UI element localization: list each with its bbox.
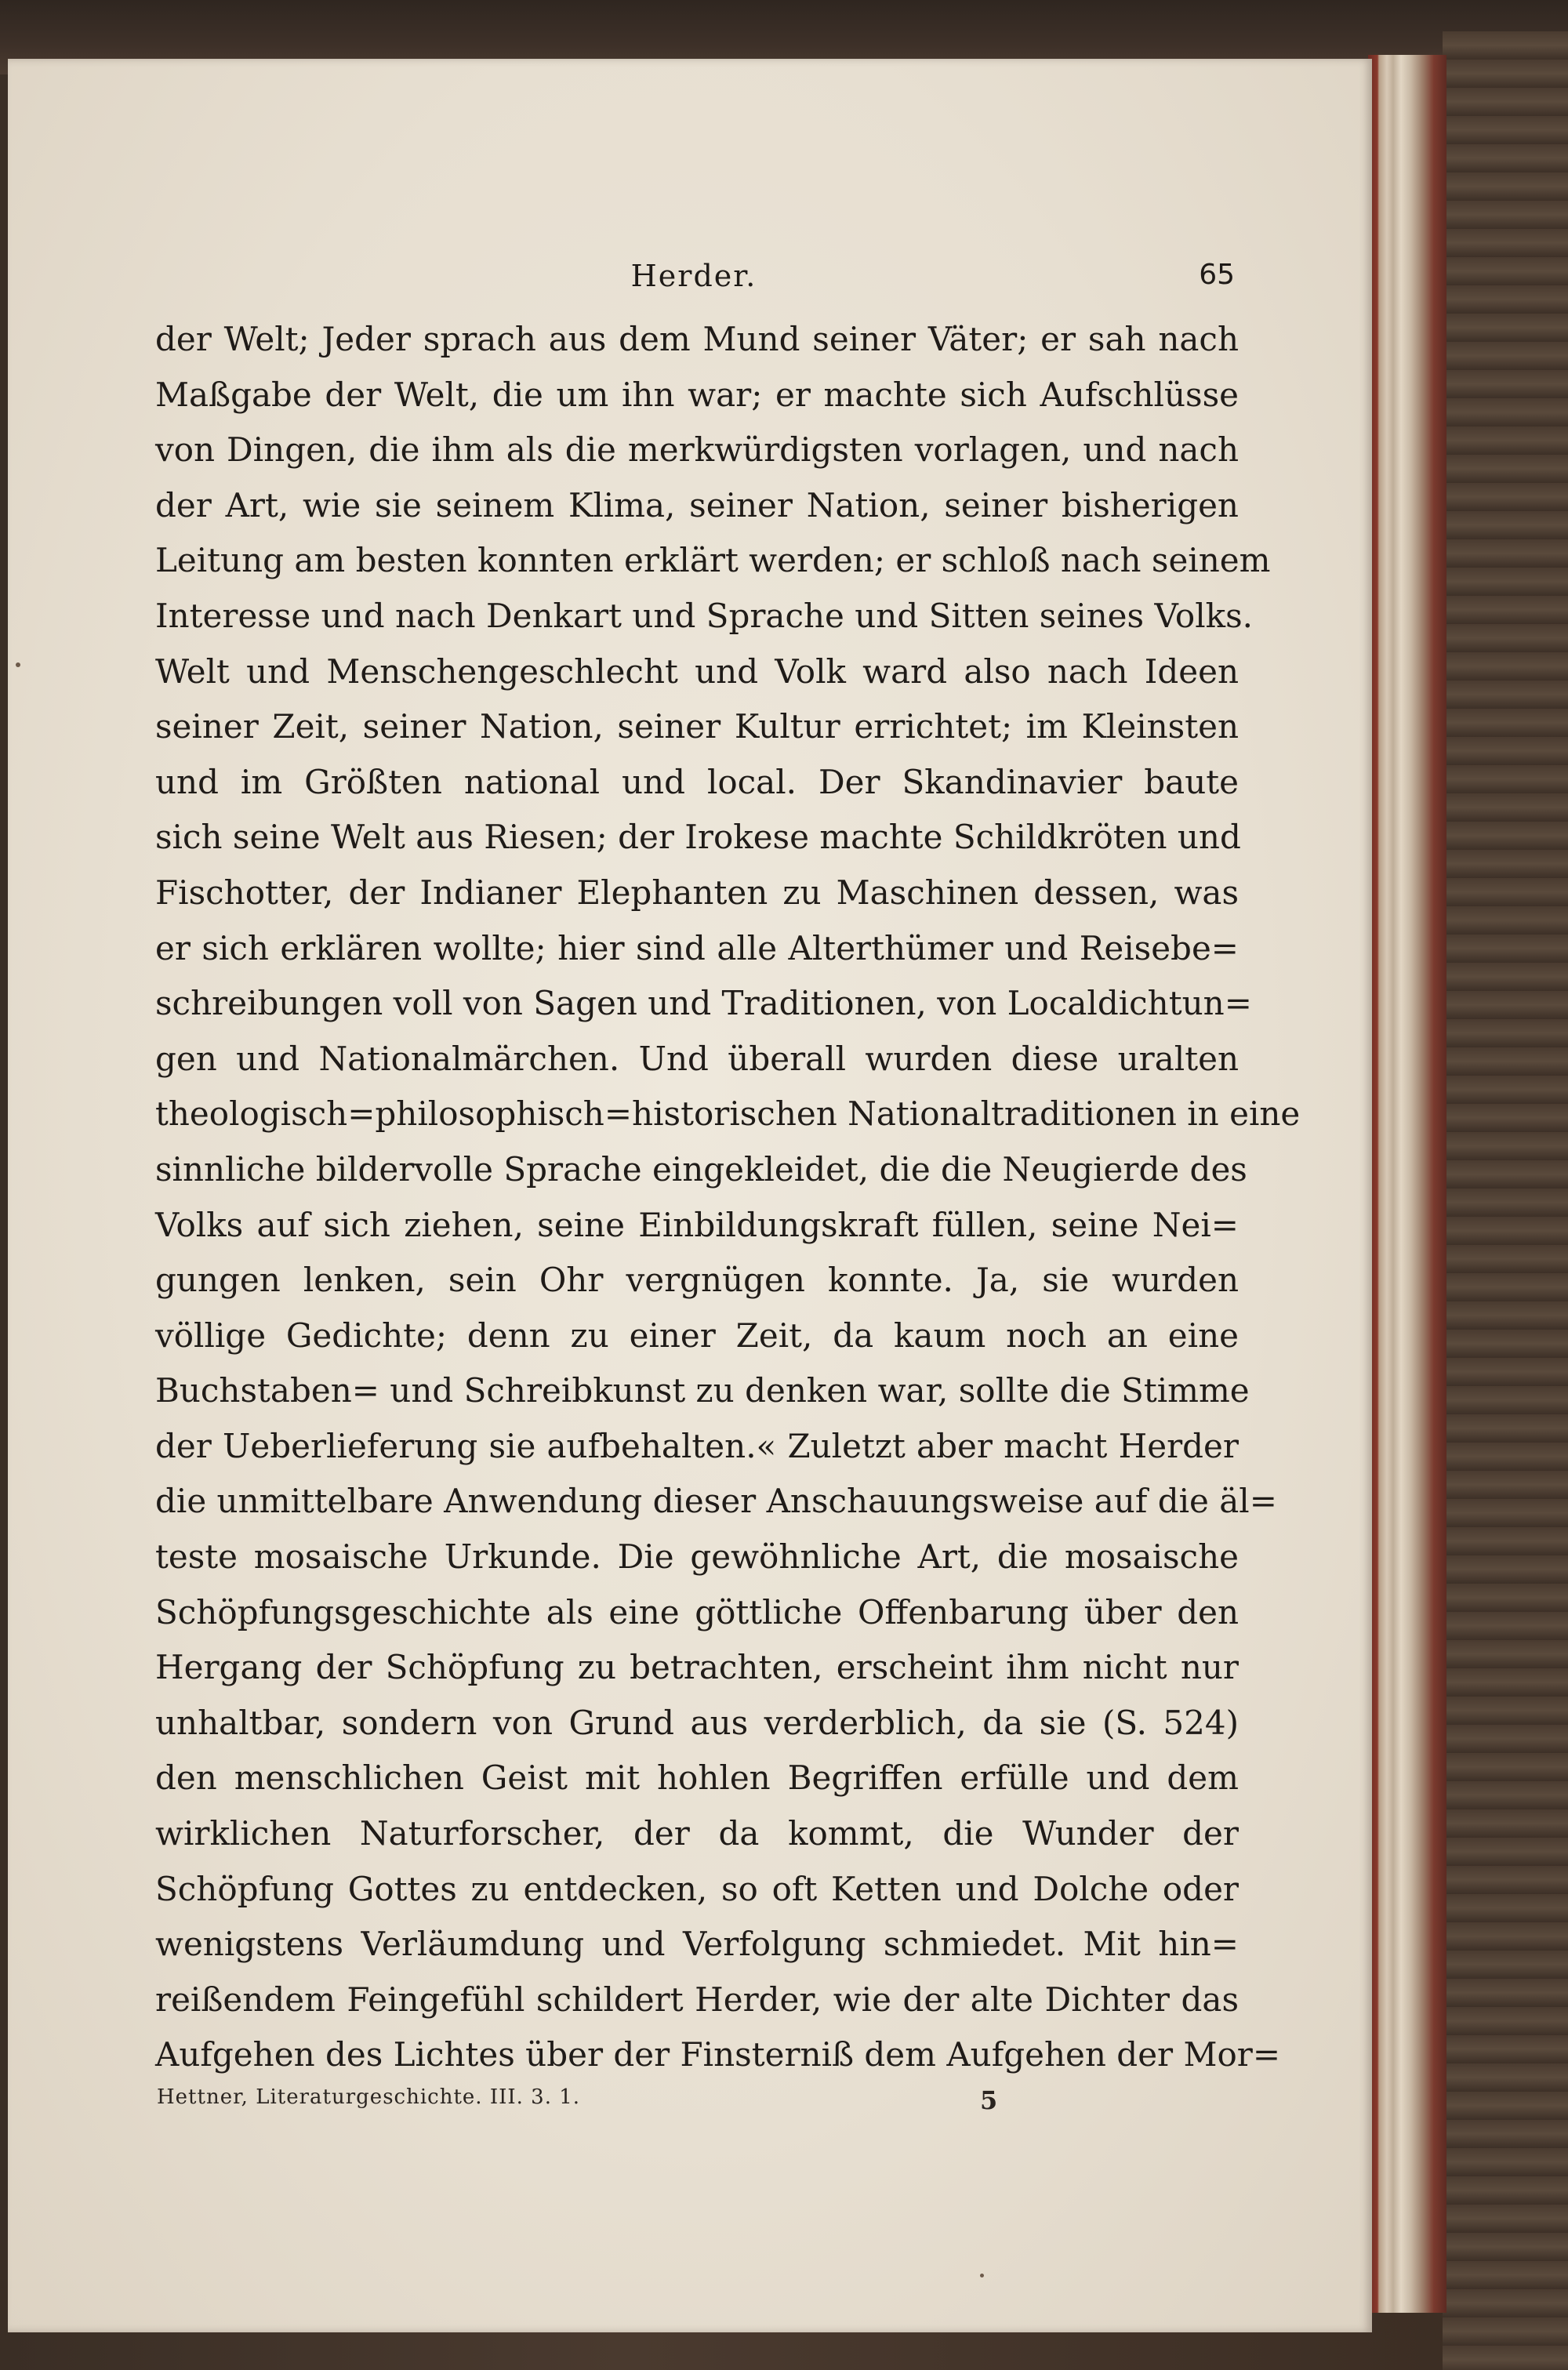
- text-line: von Dingen, die ihm als die merkwürdigsten vorlagen, und nach: [155, 430, 1239, 470]
- text-line: unhaltbar, sondern von Grund aus verderblich, da sie (S. 524): [155, 1703, 1239, 1742]
- text-line: sich seine Welt aus Riesen; der Irokese machte Schildkröten und: [155, 818, 1241, 857]
- signature-mark: 5: [980, 2085, 998, 2115]
- text-line: Volks auf sich ziehen, seine Einbildungskraft füllen, seine Nei=: [155, 1205, 1239, 1244]
- text-line: völlige Gedichte; denn zu einer Zeit, da kaum noch an eine: [155, 1316, 1239, 1355]
- text-line: und im Größten national und local. Der Skandinavier baute: [155, 762, 1239, 801]
- text-line: Interesse und nach Denkart und Sprache und Sitten seines Volks.: [155, 596, 1253, 635]
- paper-speck: [980, 2274, 984, 2277]
- text-line: reißendem Feingefühl schildert Herder, wie der alte Dichter das: [155, 1980, 1239, 2019]
- page-footer: [157, 2085, 1004, 2117]
- text-line: theologisch=philosophisch=historischen Nationaltraditionen in eine: [155, 1094, 1301, 1134]
- text-line: schreibungen voll von Sagen und Traditionen, von Localdichtun=: [155, 984, 1252, 1023]
- text-line: Schöpfung Gottes zu entdecken, so oft Ketten und Dolche oder: [155, 1869, 1239, 1908]
- text-line: Schöpfungsgeschichte als eine göttliche Offenbarung über den: [155, 1592, 1239, 1631]
- paper-speck: [16, 662, 20, 667]
- footer-note: Hettner, Literaturgeschichte. III. 3. 1.: [157, 2085, 581, 2109]
- text-line: der Welt; Jeder sprach aus dem Mund seiner Väter; er sah nach: [155, 320, 1239, 358]
- text-line: die unmittelbare Anwendung dieser Anschauungsweise auf die äl=: [155, 1482, 1277, 1521]
- text-line: Fischotter, der Indianer Elephanten zu Maschinen dessen, was: [155, 873, 1239, 912]
- text-line: Hergang der Schöpfung zu betrachten, erscheint ihm nicht nur: [155, 1648, 1239, 1687]
- text-line: Buchstaben= und Schreibkunst zu denken war, sollte die Stimme: [155, 1371, 1250, 1410]
- body-text: [155, 312, 1301, 2083]
- text-line: seiner Zeit, seiner Nation, seiner Kultur errichtet; im Kleinsten: [155, 707, 1239, 746]
- page-number: 65: [1199, 259, 1235, 291]
- book-cover-edge: [1443, 31, 1568, 2370]
- page-edges: [1368, 55, 1446, 2313]
- text-line: wenigstens Verläumdung und Verfolgung schmiedet. Mit hin=: [155, 1925, 1239, 1964]
- text-line: Leitung am besten konnten erklärt werden; er schloß nach seinem: [155, 541, 1271, 580]
- text-line: sinnliche bildervolle Sprache eingekleidet, die die Neugierde des: [155, 1149, 1247, 1189]
- text-line: Aufgehen des Lichtes über der Finsterniß dem Aufgehen der Mor=: [155, 2035, 1281, 2074]
- text-line: der Art, wie sie seinem Klima, seiner Nation, seiner bisherigen: [155, 485, 1239, 524]
- text-line: Maßgabe der Welt, die um ihn war; er machte sich Aufschlüsse: [155, 375, 1239, 414]
- text-line: wirklichen Naturforscher, der da kommt, die Wunder der: [155, 1814, 1239, 1853]
- text-line: Welt und Menschengeschlecht und Volk ward also nach Ideen: [155, 651, 1239, 691]
- text-line: teste mosaische Urkunde. Die gewöhnliche Art, die mosaische: [155, 1537, 1239, 1577]
- text-line: er sich erklären wollte; hier sind alle Alterthümer und Reisebe=: [155, 928, 1239, 967]
- text-line: den menschlichen Geist mit hohlen Begriffen erfülle und dem: [155, 1758, 1239, 1798]
- text-line: gungen lenken, sein Ohr vergnügen konnte. Ja, sie wurden: [155, 1261, 1239, 1300]
- text-line: der Ueberlieferung sie aufbehalten.« Zuletzt aber macht Herder: [155, 1426, 1239, 1465]
- running-head-title: Herder.: [630, 259, 757, 293]
- running-head: [153, 259, 1235, 298]
- text-line: gen und Nationalmärchen. Und überall wurden diese uralten: [155, 1039, 1239, 1078]
